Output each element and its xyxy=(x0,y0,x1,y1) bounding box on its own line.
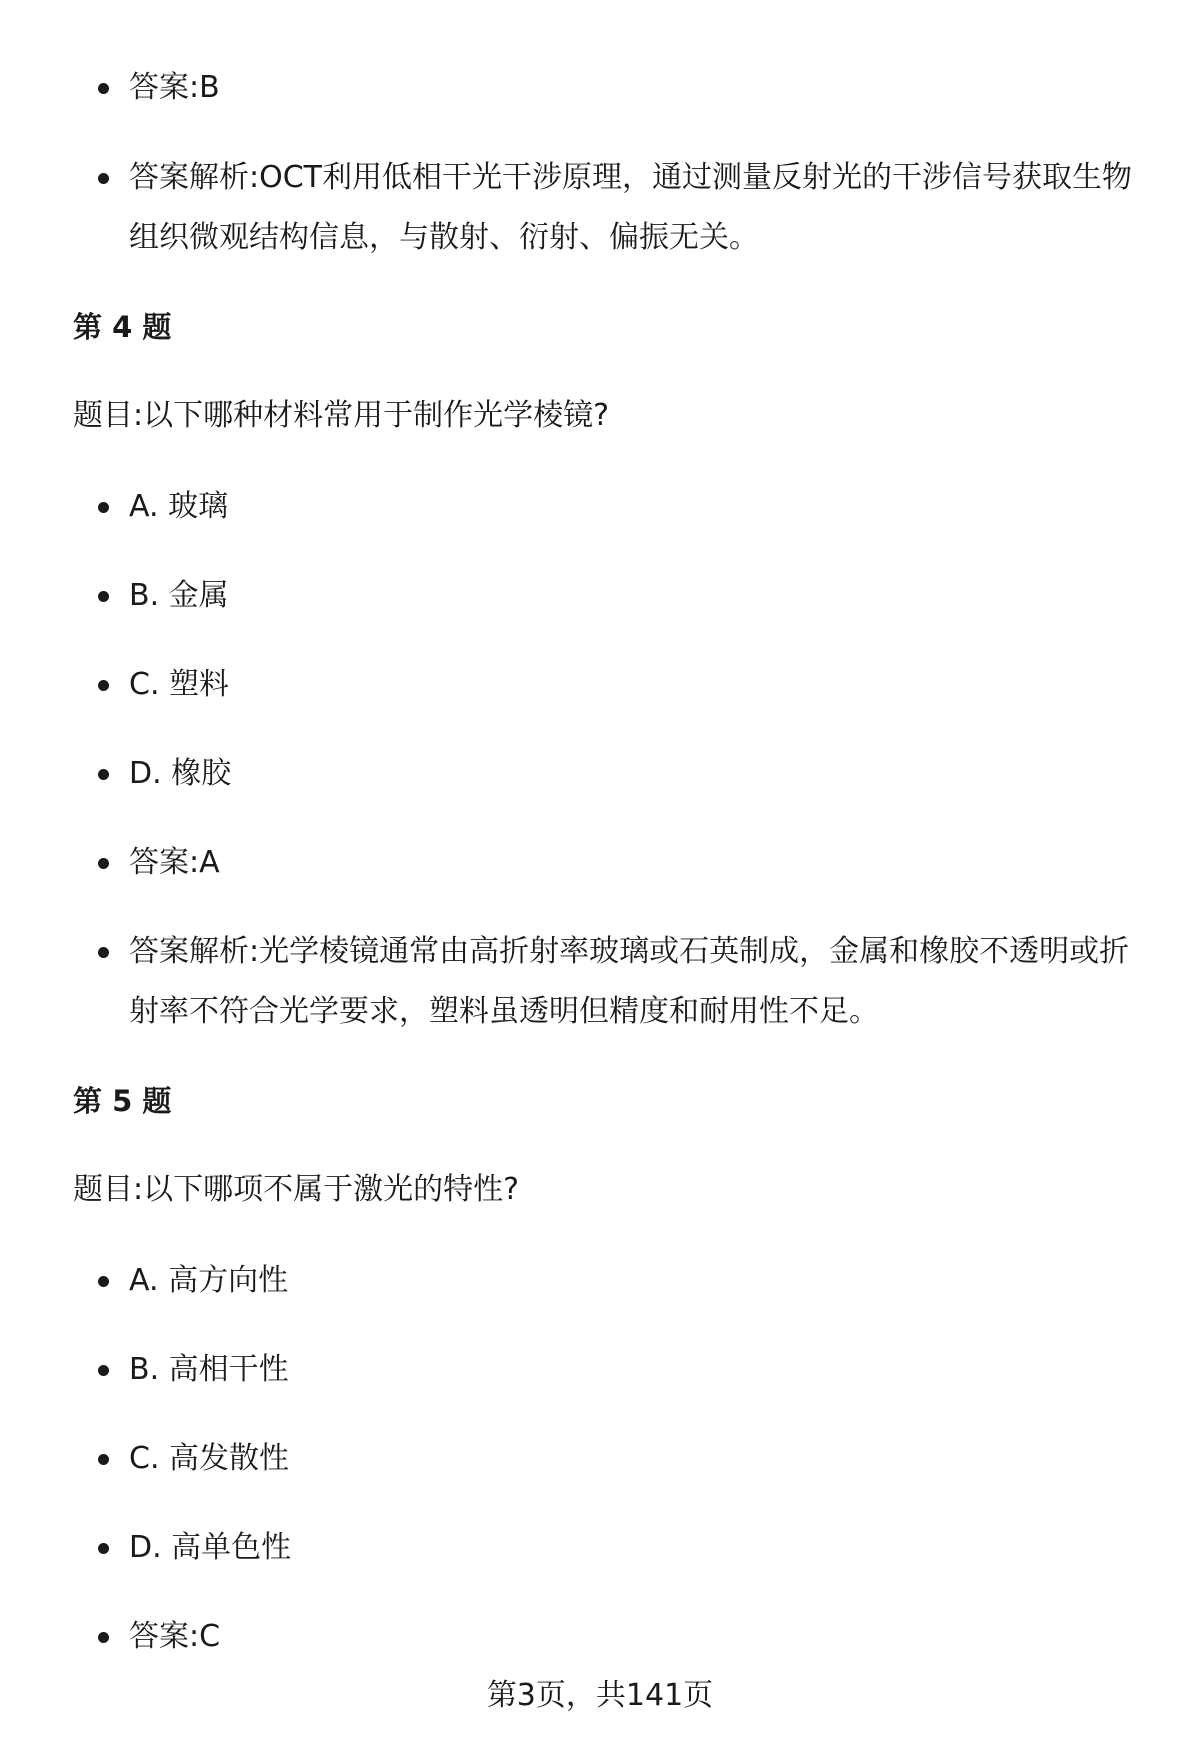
bullet-dot xyxy=(98,1543,109,1554)
bullet-dot xyxy=(98,591,109,602)
bullet-dot xyxy=(98,858,109,869)
option-text: A. 玻璃 xyxy=(129,489,229,524)
option-text: B. 高相干性 xyxy=(129,1352,289,1387)
option-text: C. 塑料 xyxy=(129,667,230,702)
answer-text: 答案:A xyxy=(129,845,220,880)
option-text: C. 高发散性 xyxy=(129,1441,290,1476)
explanation-text: 答案解析:OCT利用低相干光干涉原理，通过测量反射光的干涉信号获取生物组织微观结构信息，与散射、衍射、偏振无关。 xyxy=(129,160,1132,255)
bullet-dot xyxy=(98,1276,109,1287)
page-number-footer: 第3页，共141页 xyxy=(486,1678,714,1713)
explanation-text: 答案解析:光学棱镜通常由高折射率玻璃或石英制成，金属和橡胶不透明或折射率不符合光学要求，塑料虽透明但精度和耐用性不足。 xyxy=(129,934,1130,1029)
answer-text: 答案:B xyxy=(129,70,220,105)
bullet-dot xyxy=(98,680,109,691)
question-text: 题目:以下哪项不属于激光的特性? xyxy=(73,1172,520,1207)
bullet-dot xyxy=(98,1632,109,1643)
question-heading: 第 5 题 xyxy=(73,1084,172,1118)
bullet-dot xyxy=(98,1365,109,1376)
bullet-dot xyxy=(98,83,109,94)
bullet-dot xyxy=(98,502,109,513)
option-text: A. 高方向性 xyxy=(129,1263,289,1298)
option-text: D. 橡胶 xyxy=(129,756,232,791)
bullet-dot xyxy=(98,1454,109,1465)
option-text: B. 金属 xyxy=(129,578,229,613)
question-heading: 第 4 题 xyxy=(73,310,172,344)
question-text: 题目:以下哪种材料常用于制作光学棱镜? xyxy=(73,398,610,433)
answer-text: 答案:C xyxy=(129,1619,221,1654)
option-text: D. 高单色性 xyxy=(129,1530,292,1565)
bullet-dot xyxy=(98,947,109,958)
bullet-dot xyxy=(98,769,109,780)
bullet-dot xyxy=(98,173,109,184)
